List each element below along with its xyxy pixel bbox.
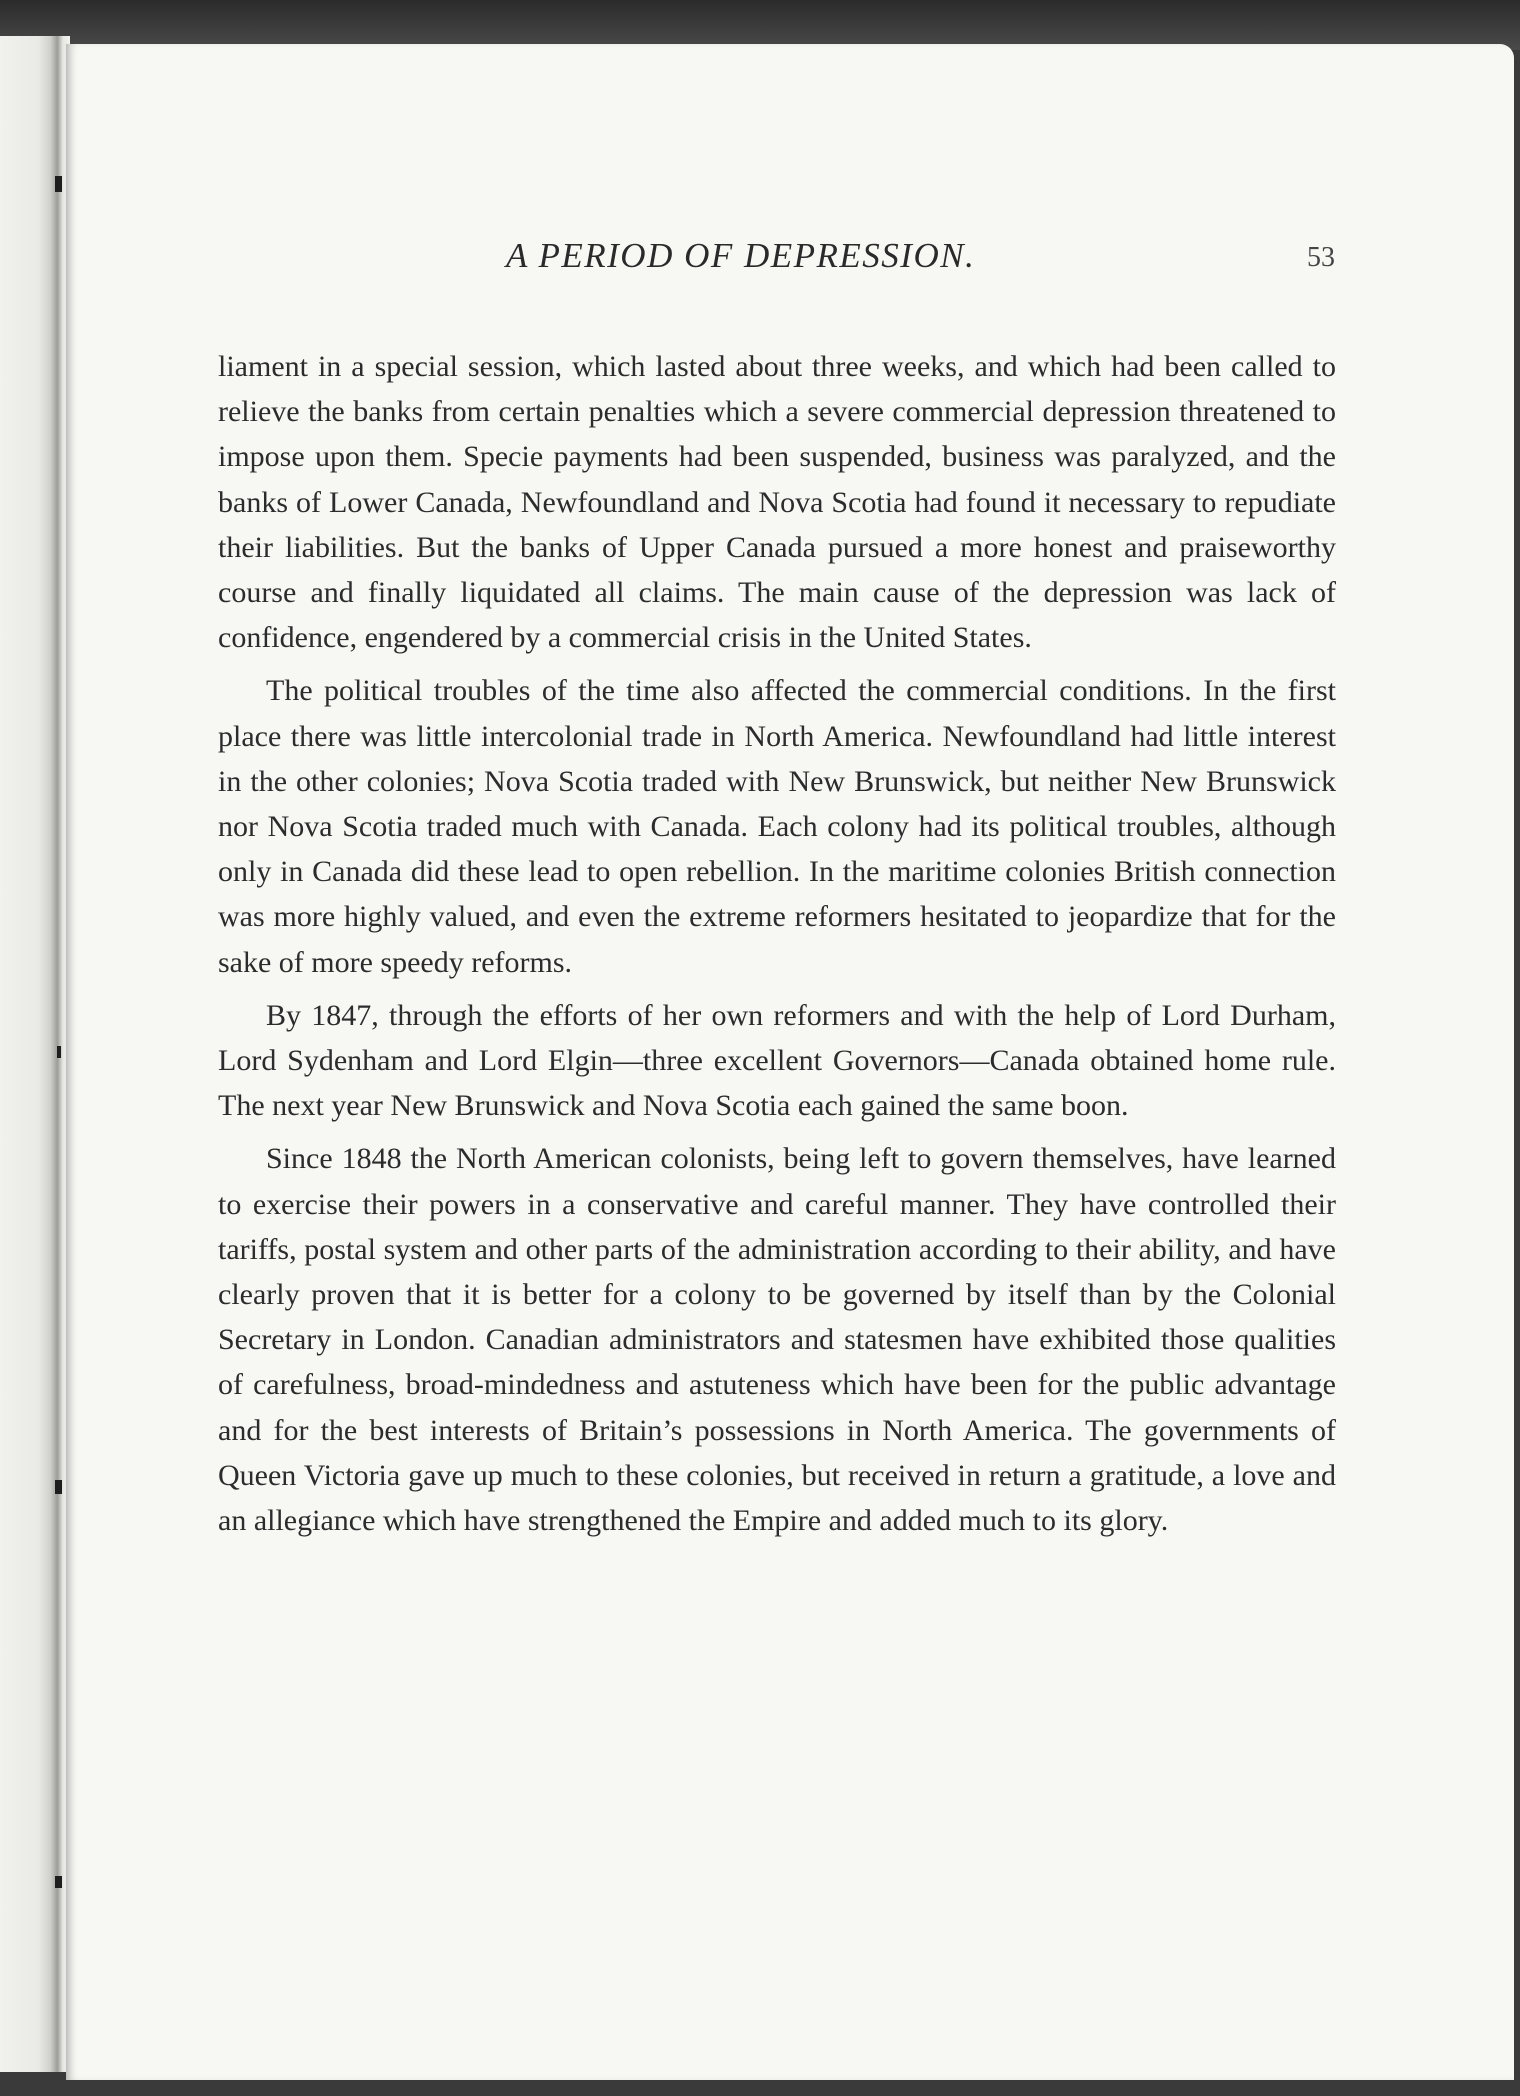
spine-mark <box>55 1480 62 1494</box>
spine-mark <box>55 176 62 192</box>
spine-mark <box>55 1876 62 1888</box>
body-text <box>218 344 1336 1543</box>
page-number: 53 <box>1307 242 1335 273</box>
scan-background <box>0 0 1520 50</box>
paragraph: The political troubles of the time also affected the commercial conditions. In the first place there was little intercolonial trade in North America. Newfoundland had little interest in the other colonies; Nova Scotia traded with New Brunswick, but neither New Brunswick nor Nova Scotia traded much with Canada. Each colony had its political troubles, although only in Canada did these lead to open rebellion. In the maritime colonies British connection was more highly valued, and even the extreme reformers hesitated to jeopardize that for the sake of more speedy reforms. <box>218 674 1336 979</box>
paragraph: By 1847, through the efforts of her own reformers and with the help of Lord Durham, Lord Sydenham and Lord Elgin—three excellent Governors—Canada obtained home rule. The next year New Brunswick and Nova Scotia each gained the same boon. <box>218 998 1336 1123</box>
spine-mark <box>57 1046 61 1058</box>
paragraph: Since 1848 the North American colonists, being left to govern themselves, have learned to exercise their powers in a conservative and careful manner. They have controlled their tariffs, postal system and other parts of the administration according to their ability, and have clearly proven that it is better for a colony to be governed by itself than by the Colonial Secretary in London. Canadian administrators and statesmen have exhibited those qualities of carefulness, broad-mindedness and astuteness which have been for the public advantage and for the best interests of Britain’s possessions in North America. The governments of Queen Victoria gave up much to these colonies, but received in return a gratitude, a love and an allegiance which have strengthened the Empire and added much to its glory. <box>218 1142 1336 1538</box>
book-page <box>66 44 1514 2080</box>
paragraph: liament in a special session, which lasted about three weeks, and which had been called to relieve the banks from certain penalties which a severe commercial depression threatened to impose upon them. Specie payments had been suspended, business was paralyzed, and the banks of Lower Canada, Newfoundland and Nova Scotia had found it necessary to repudiate their liabilities. But the banks of Upper Canada pursued a more honest and praiseworthy course and finally liquidated all claims. The main cause of the depression was lack of confidence, engendered by a commercial crisis in the United States. <box>218 350 1336 655</box>
running-head <box>66 236 1514 296</box>
running-title: A PERIOD OF DEPRESSION. <box>506 236 976 275</box>
left-page-edge <box>0 36 70 2072</box>
